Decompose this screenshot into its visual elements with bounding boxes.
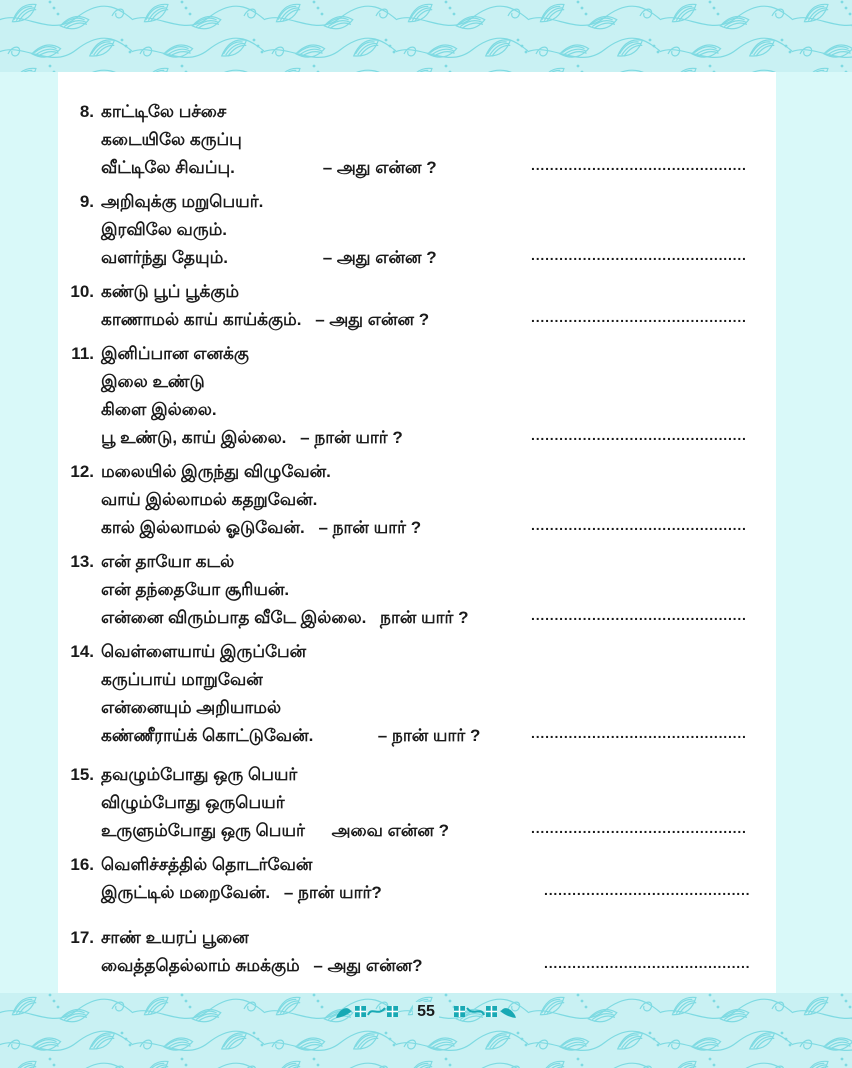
riddle-line: கிளை இல்லை. bbox=[101, 400, 217, 419]
riddle-item bbox=[64, 188, 776, 272]
riddle-line bbox=[101, 817, 776, 845]
riddle-item bbox=[64, 340, 776, 452]
riddle-line: தவழும்போது ஒரு பெயர் bbox=[101, 765, 298, 784]
left-margin bbox=[0, 72, 58, 993]
riddle-line: என்னையும் அறியாமல் bbox=[101, 698, 282, 717]
riddle-line bbox=[101, 244, 776, 272]
riddle-item bbox=[64, 278, 776, 334]
footer-flourish-right-icon bbox=[451, 1003, 517, 1021]
riddle-line-text: வளர்ந்து தேயும். bbox=[101, 248, 228, 267]
riddle-line: வெள்ளையாய் இருப்பேன் bbox=[101, 642, 307, 661]
riddle-line-text: வீட்டிலே சிவப்பு. bbox=[101, 158, 235, 177]
riddle-line: வாய் இல்லாமல் கதறுவேன். bbox=[101, 490, 318, 509]
riddle-question: – நான் யார் ? bbox=[377, 726, 481, 745]
riddle-line: சாண் உயரப் பூனை bbox=[101, 928, 249, 947]
riddle-line-text: பூ உண்டு, காய் இல்லை. bbox=[101, 428, 287, 447]
riddle-line-text: கண்ணீராய்க் கொட்டுவேன். bbox=[101, 726, 314, 745]
decorative-leaf-border-top bbox=[0, 0, 852, 72]
riddle-question: நான் யார் ? bbox=[380, 608, 469, 627]
answer-dots-line: .............................................. bbox=[531, 607, 747, 623]
riddle-question: – அது என்ன? bbox=[313, 956, 423, 975]
riddle-line bbox=[101, 514, 776, 542]
riddle-question: – அது என்ன ? bbox=[322, 158, 437, 177]
answer-dots-line: ............................................ bbox=[544, 955, 751, 971]
page-number: 55 bbox=[413, 1002, 439, 1022]
riddle-line: என் தாயோ கடல் bbox=[101, 552, 235, 571]
riddle-line bbox=[101, 604, 776, 632]
riddle-number: 8. bbox=[79, 102, 94, 121]
answer-dots-line: .............................................. bbox=[531, 427, 747, 443]
riddle-number: 12. bbox=[70, 462, 94, 481]
riddle-question: அவை என்ன ? bbox=[331, 821, 449, 840]
riddle-item bbox=[64, 458, 776, 542]
footer-flourish-left-icon bbox=[335, 1003, 401, 1021]
riddle-number: 17. bbox=[70, 928, 94, 947]
riddle-line-text: உருளும்போது ஒரு பெயர் bbox=[101, 821, 305, 840]
riddle-item bbox=[64, 638, 776, 750]
riddle-item bbox=[64, 924, 776, 980]
answer-dots-line: .............................................. bbox=[531, 725, 747, 741]
riddle-question: – அது என்ன ? bbox=[322, 248, 437, 267]
riddle-line: இனிப்பான எனக்கு bbox=[101, 344, 249, 363]
answer-dots-line: .............................................. bbox=[531, 157, 747, 173]
right-margin bbox=[776, 72, 852, 993]
riddle-item bbox=[64, 851, 776, 907]
riddle-line bbox=[101, 879, 776, 907]
riddle-number: 15. bbox=[70, 765, 94, 784]
riddle-number: 13. bbox=[70, 552, 94, 571]
riddle-line-text: இருட்டில் மறைவேன். bbox=[101, 883, 271, 902]
riddle-page-content bbox=[58, 72, 776, 993]
riddle-line: கடையிலே கருப்பு bbox=[101, 130, 242, 149]
riddle-question: – நான் யார் ? bbox=[318, 518, 422, 537]
riddle-line: அறிவுக்கு மறுபெயர். bbox=[101, 192, 264, 211]
answer-dots-line: .............................................. bbox=[531, 309, 747, 325]
riddle-line-text: என்னை விரும்பாத வீடே இல்லை. bbox=[101, 608, 367, 627]
riddle-line: வெளிச்சத்தில் தொடர்வேன் bbox=[101, 855, 313, 874]
riddle-number: 10. bbox=[70, 282, 94, 301]
riddle-number: 14. bbox=[70, 642, 94, 661]
riddle-item bbox=[64, 548, 776, 632]
riddle-line: கருப்பாய் மாறுவேன் bbox=[101, 670, 263, 689]
riddle-line bbox=[101, 154, 776, 182]
riddle-line-text: காணாமல் காய் காய்க்கும். bbox=[101, 310, 302, 329]
page-footer bbox=[0, 1002, 852, 1022]
riddle-item bbox=[64, 98, 776, 182]
riddle-line: என் தந்தையோ சூரியன். bbox=[101, 580, 290, 599]
riddle-number: 16. bbox=[70, 855, 94, 874]
decorative-leaf-border-bottom bbox=[0, 993, 852, 1068]
riddle-line: மலையில் இருந்து விழுவேன். bbox=[101, 462, 331, 481]
riddle-line bbox=[101, 306, 776, 334]
riddle-line: காட்டிலே பச்சை bbox=[101, 102, 227, 121]
answer-dots-line: .............................................. bbox=[531, 517, 747, 533]
riddle-question: – அது என்ன ? bbox=[315, 310, 430, 329]
answer-dots-line: .............................................. bbox=[531, 247, 747, 263]
riddle-question: – நான் யார்? bbox=[283, 883, 382, 902]
riddle-line: கண்டு பூப் பூக்கும் bbox=[101, 282, 240, 301]
riddle-line: விழும்போது ஒருபெயர் bbox=[101, 793, 285, 812]
answer-dots-line: .............................................. bbox=[531, 820, 747, 836]
riddle-line bbox=[101, 722, 776, 750]
riddle-item bbox=[64, 761, 776, 845]
riddle-line: இலை உண்டு bbox=[101, 372, 205, 391]
riddle-number: 11. bbox=[71, 344, 94, 363]
riddle-line-text: கால் இல்லாமல் ஓடுவேன். bbox=[101, 518, 305, 537]
riddle-number: 9. bbox=[79, 192, 94, 211]
riddle-line-text: வைத்ததெல்லாம் சுமக்கும் bbox=[101, 956, 300, 975]
riddle-question: – நான் யார் ? bbox=[300, 428, 403, 447]
riddle-line bbox=[101, 424, 776, 452]
riddle-line: இரவிலே வரும். bbox=[101, 220, 227, 239]
answer-dots-line: ............................................ bbox=[544, 882, 751, 898]
riddle-line bbox=[101, 952, 776, 980]
